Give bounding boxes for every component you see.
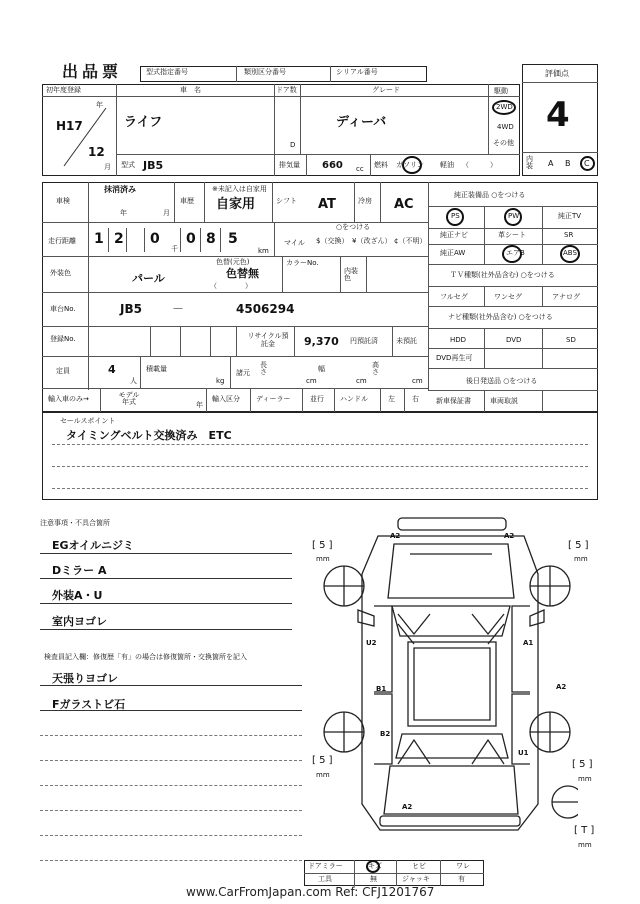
car-body-diagram [318, 514, 578, 844]
note-item-1: EGオイルニジミ [52, 539, 134, 552]
mark-a1: A1 [523, 639, 534, 647]
dims-label: 諸元 [236, 369, 250, 377]
fuel-gasoline: ガソリン [396, 161, 424, 169]
model-year-label: モデル年式 [118, 391, 140, 406]
date-slash [60, 101, 112, 170]
ac-label: 冷房 [358, 197, 372, 205]
equip-navi: 純正ナビ [440, 231, 468, 239]
mileage-label: 走行距離 [48, 237, 76, 245]
grade-score-value: 4 [546, 95, 570, 135]
grade-value: ディーバ [336, 115, 387, 130]
jack-label: ジャッキ [402, 875, 430, 883]
month-suffix: 月 [104, 163, 111, 171]
odo-tampered: ¥（改ざん） [352, 237, 392, 245]
interior-label: 内装 [526, 155, 533, 170]
tools-label: 工具 [318, 875, 332, 883]
mile-label: マイル [284, 239, 305, 247]
chassis-prefix: JB5 [120, 302, 142, 316]
later-title: 後日発送品 ○をつける [466, 377, 538, 385]
capacity-label: 定員 [56, 367, 70, 375]
shaken-year-suffix: 年 [120, 209, 127, 217]
length-label: 長さ [260, 361, 267, 376]
capacity-unit: 人 [130, 377, 137, 385]
height-label: 高さ [372, 361, 379, 376]
import-dealer: ディーラー [256, 395, 291, 403]
mileage-digit-5: 8 [206, 231, 216, 247]
notes-label: 注意事項・不具合箇所 [40, 519, 110, 527]
exterior-color: パール [132, 272, 165, 285]
handle-left: 左 [388, 395, 395, 403]
mark-a2-right: A2 [556, 683, 567, 691]
vehicle-name: ライフ [124, 115, 163, 130]
tools-value: 無 [370, 875, 377, 883]
navi-hdd: HDD [450, 336, 467, 344]
page-title: 出品票 [62, 62, 123, 81]
equip-sr: SR [564, 231, 574, 239]
equip-ps-circle [446, 208, 464, 226]
model-value: JB5 [143, 159, 164, 172]
length-unit: cm [306, 377, 317, 385]
inspector-label: 検査員記入欄：修復歴「有」の場合は修復箇所・交換箇所を記入 [44, 653, 247, 661]
tire-rear-left: [ 5 ] [312, 755, 333, 766]
navi-sd: SD [566, 336, 576, 344]
import-parallel: 並行 [310, 395, 324, 403]
width-label: 幅 [318, 365, 325, 373]
chassis-number: 4506294 [236, 302, 295, 316]
jack-value: 有 [458, 875, 465, 883]
repaint-paren: （ ） [210, 282, 252, 290]
genuine-title: 純正装備品 ○をつける [454, 191, 526, 199]
mileage-digit-4: 0 [186, 231, 196, 247]
dvd-play: DVD再生可 [436, 354, 473, 362]
drive-other: その他 [493, 139, 514, 147]
mileage-thousand: 千 [171, 245, 178, 253]
fuel-label: 燃料 [374, 161, 388, 169]
model-label: 型式 [121, 161, 135, 169]
tv-fullseg: フルセグ [440, 293, 468, 301]
use-label: 車歴 [180, 197, 194, 205]
sales-point-box [42, 412, 598, 500]
navi-title: ナビ種類(社外品含む) ○をつける [448, 313, 553, 321]
note-item-3: 外装A・U [52, 589, 103, 602]
displacement-label: 排気量 [279, 161, 300, 169]
sales-point-label: セールスポイント [60, 417, 116, 425]
equip-aw: 純正AW [440, 249, 466, 257]
equip-leather: 革シート [498, 231, 526, 239]
use-note: ※未記入は自家用 [212, 185, 267, 193]
shift-value: AT [318, 197, 336, 212]
grade-score-label: 評価点 [545, 69, 569, 78]
equip-pw-circle [504, 208, 522, 226]
first-reg-label: 初年度登録 [46, 86, 81, 94]
tire-front-right: [ 5 ] [568, 540, 589, 551]
first-reg-year: H17 [56, 119, 83, 133]
recycle-amount: 9,370 [304, 335, 339, 348]
tire-spare: [ T ] [574, 825, 595, 836]
mark-a2-rear: A2 [402, 803, 413, 811]
shaken-month-suffix: 月 [163, 209, 170, 217]
color-no-label: カラーNo. [286, 259, 319, 267]
use-value: 自家用 [216, 197, 256, 212]
interior-option-c: C [584, 159, 590, 168]
shift-label: シフト [276, 197, 297, 205]
interior-option-a: A [548, 159, 554, 168]
equip-tv: 純正TV [558, 212, 582, 220]
capacity-value: 4 [108, 363, 116, 376]
first-reg-month: 12 [88, 145, 105, 159]
fuel-diesel: 軽油 [440, 161, 454, 169]
tv-title: ＴＶ種類(社外品含む) ○をつける [450, 271, 555, 279]
later-warranty: 新車保証書 [436, 397, 471, 405]
handle-label: ハンドル [340, 395, 368, 403]
equip-pw: PW [508, 212, 520, 220]
shaken-status: 抹消済み [104, 185, 136, 194]
navi-dvd: DVD [506, 336, 522, 344]
sales-point-text: タイミングベルト交換済み ETC [66, 429, 232, 442]
fuel-gasoline-circle [402, 156, 422, 174]
model-year-suffix: 年 [196, 401, 203, 409]
year-suffix: 年 [96, 101, 103, 109]
type-cert-label: 型式指定番号 [146, 68, 188, 76]
load-label: 積載量 [146, 365, 167, 373]
width-unit: cm [356, 377, 367, 385]
mark-b2: B2 [380, 730, 391, 738]
displacement-value: 660 [322, 160, 343, 171]
class-label: 類別区分番号 [244, 68, 286, 76]
doors-value: D [290, 141, 296, 149]
tire-front-left: [ 5 ] [312, 540, 333, 551]
chassis-label: 車台No. [50, 305, 76, 313]
mirror-scratch: キズ [368, 862, 382, 870]
mark-a2-front-left: A2 [390, 532, 401, 540]
equip-abs: ABS [563, 249, 577, 257]
mark-u2: U2 [366, 639, 377, 647]
odo-exchanged: $（交換） [316, 237, 349, 245]
drive-2wd: 2WD [496, 103, 513, 111]
equip-abs-circle [560, 245, 580, 263]
equip-airbag-circle [502, 245, 522, 263]
interior-c-circle [580, 156, 595, 171]
tv-analog: アナログ [552, 293, 580, 301]
mirror-scratch-circle [366, 860, 380, 873]
watermark: www.CarFromJapan.com Ref: CFJ1201767 [186, 885, 435, 899]
serial-label: シリアル番号 [336, 68, 378, 76]
load-unit: kg [216, 377, 225, 385]
reg-no-label: 登録No. [50, 335, 76, 343]
import-type-label: 輸入区分 [212, 395, 240, 403]
inspector-item-1: 天張りヨゴレ [52, 672, 118, 685]
tire-rear-right: [ 5 ] [572, 759, 593, 770]
chassis-dash: － [172, 302, 185, 316]
height-unit: cm [412, 377, 423, 385]
ac-value: AC [394, 197, 414, 212]
grade-label: グレード [372, 86, 400, 94]
mirror-label: ドアミラー [308, 862, 343, 870]
handle-right: 右 [412, 395, 419, 403]
drive-label: 駆動 [494, 87, 508, 95]
recycle-unit: 円預託済 [350, 337, 378, 345]
mileage-digit-2: 2 [114, 231, 124, 247]
note-item-4: 室内ヨゴレ [52, 615, 107, 628]
equip-ps: PS [451, 212, 460, 220]
doors-label: ドア数 [276, 86, 297, 94]
import-only-label: 輸入車のみ→ [48, 395, 89, 403]
mark-b1: B1 [376, 685, 387, 693]
repaint-label: 色替(元色) [216, 258, 250, 266]
repaint-value: 色替無 [226, 267, 259, 280]
mileage-digit-3: 0 [150, 231, 160, 247]
mileage-km: km [258, 247, 269, 255]
mark-a2-front-right: A2 [504, 532, 515, 540]
mileage-digit-1: 1 [94, 231, 104, 247]
mirror-crack: ヒビ [412, 862, 426, 870]
circle-note: ○をつける [336, 223, 371, 231]
drive-4wd: 4WD [497, 123, 514, 131]
interior-option-b: B [565, 159, 571, 168]
later-manual: 車両取説 [490, 397, 518, 405]
exterior-label: 外装色 [50, 269, 71, 277]
mirror-break: ワレ [456, 862, 470, 870]
drive-2wd-circle [492, 100, 516, 115]
odo-unknown: ¢（不明） [394, 237, 427, 245]
interior-color-label: 内装色 [344, 267, 358, 282]
inspector-item-2: Fガラストビ石 [52, 698, 126, 711]
note-item-2: Dミラー A [52, 564, 107, 577]
displacement-unit: cc [356, 165, 364, 173]
name-label: 車 名 [180, 86, 201, 94]
mileage-digit-6: 5 [228, 231, 238, 247]
mark-u1: U1 [518, 749, 529, 757]
shaken-label: 車検 [56, 197, 70, 205]
equip-airbag: エアB [506, 249, 525, 257]
recycle-not: 未預託 [396, 337, 417, 345]
tv-oneseg: ワンセグ [494, 293, 522, 301]
recycle-label: リサイクル預託金 [247, 332, 289, 349]
